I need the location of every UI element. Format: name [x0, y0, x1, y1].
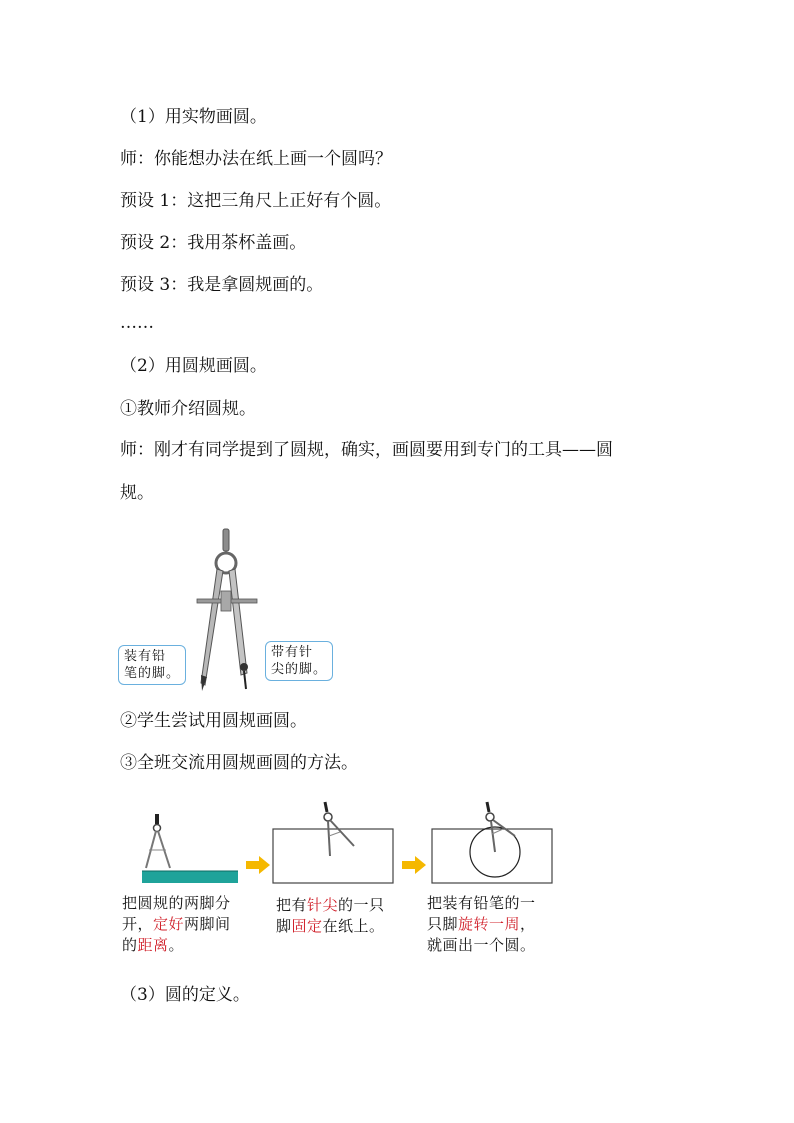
step-panel-ruler	[140, 808, 240, 886]
section-1-title: （1）用实物画圆。	[120, 107, 267, 127]
section-2-title: （2）用圆规画圆。	[120, 356, 267, 376]
arrow-right-icon	[246, 856, 270, 874]
section-3-title: （3）圆的定义。	[120, 985, 250, 1005]
needle-fixed-drawing	[272, 800, 396, 886]
caption-3-line-3: 就画出一个圆。	[427, 936, 536, 954]
step-3: ③全班交流用圆规画圆的方法。	[120, 753, 358, 773]
pencil-leg-callout	[118, 645, 186, 685]
needle-leg-callout-line-2: 尖的脚。	[271, 662, 328, 677]
step-2: ②学生尝试用圆规画圆。	[120, 711, 307, 731]
circle-drawn-drawing	[431, 800, 555, 886]
compass-figure	[113, 525, 343, 695]
arrow-right-icon	[402, 856, 426, 874]
step-caption-2	[276, 895, 385, 937]
needle-leg-callout-line-1: 带有针	[271, 645, 314, 660]
needle-leg-callout	[265, 641, 333, 681]
step-panel-fix-needle	[272, 800, 396, 886]
caption-1-line-3: 的距离。	[122, 936, 185, 954]
preset-1: 预设 1：这把三角尺上正好有个圆。	[120, 191, 392, 211]
teacher-intro-line-1: 师：刚才有同学提到了圆规，确实，画圆要用到专门的工具——圆	[120, 440, 613, 460]
teacher-intro-line-2: 规。	[120, 483, 154, 503]
caption-1-line-1: 把圆规的两脚分	[122, 894, 231, 912]
ellipsis: ……	[120, 313, 154, 333]
caption-1-line-2: 开，定好两脚间	[122, 915, 231, 933]
pencil-leg-callout-line-1: 装有铅	[124, 649, 167, 664]
step-panel-rotate	[431, 800, 555, 886]
caption-3-line-2: 只脚旋转一周，	[427, 915, 536, 933]
teacher-question: 师：你能想办法在纸上画一个圆吗？	[120, 149, 392, 169]
preset-2: 预设 2：我用茶杯盖画。	[120, 233, 307, 253]
caption-2-line-1: 把有针尖的一只	[276, 896, 385, 914]
caption-2-line-2: 脚固定在纸上。	[276, 917, 385, 935]
caption-3-line-1: 把装有铅笔的一	[427, 894, 536, 912]
step-caption-3	[427, 893, 536, 956]
compass-on-ruler-drawing	[140, 808, 240, 886]
step-1: ①教师介绍圆规。	[120, 399, 256, 419]
preset-3: 预设 3：我是拿圆规画的。	[120, 275, 324, 295]
pencil-leg-callout-line-2: 笔的脚。	[124, 666, 181, 681]
step-caption-1	[122, 893, 231, 956]
